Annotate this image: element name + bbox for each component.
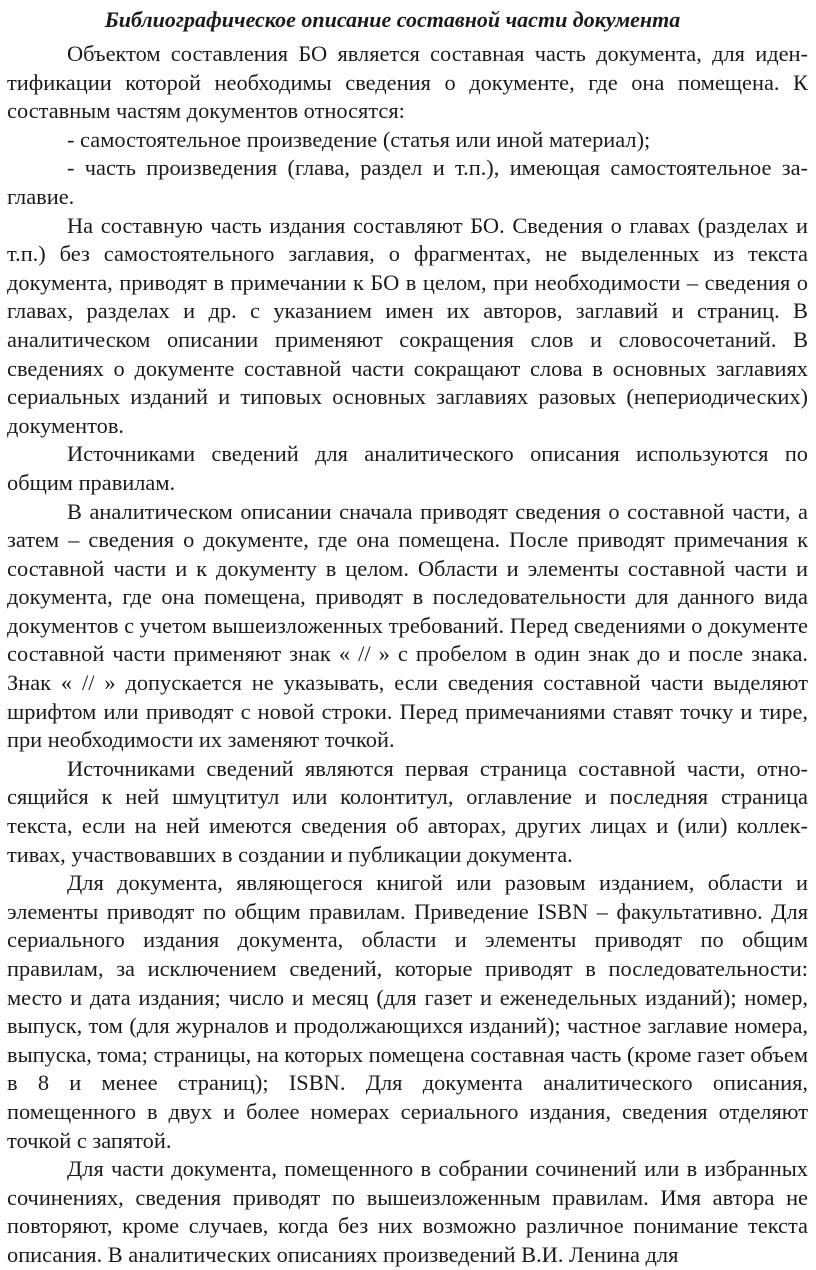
paragraph-collected-works: Для части документа, помещенного в собрании сочинений или в избранных сочинениях, сведения приводят по вышеизложенным правилам. Имя автора не повторяют, кроме случаев, когда без них возможно различное понимание текста описания. В аналитических описаниях произведений В.И. Ленина для bbox=[7, 1156, 808, 1267]
paragraph-sources-list: Источниками сведений являются первая страница составной части, относящийся к ней шмуцтитул или колонтитул, оглавление и последняя страница текста, если на ней имеются сведения об авторах, других лицах и (или) коллективах, участвовавших в создании и публикации документа. bbox=[7, 755, 808, 867]
paragraph-analytic-order: В аналитическом описании сначала приводят сведения о составной части, а затем – сведения о документе, где она помещена. После приводят примечания к составной части и к документу в целом. Области и элементы составной части и документа, где она помещена, приводят в последовательности для данного вида документов с учетом вышеизложенных требований. Перед сведениями о документе составной части применяют знак « // » с пробелом в один знак до и после знака. Знак « // » допускается не указывать, если сведения составной части выделяют шрифтом или приводят с новой строки. Перед примечаниями ставят точку и тире, при необходимости их заменяют точкой. bbox=[7, 498, 808, 753]
paragraph-intro: Объектом составления БО является составная часть документа, для идентификации которой необходимы сведения о документе, где она помещена. К составным частям документов относятся: bbox=[7, 41, 808, 124]
paragraph-book-serial: Для документа, являющегося книгой или разовым изданием, области и элементы приводят по общим правилам. Приведение ISBN – факультативно. Для сериального издания документа, области и элементы приводят по общим правилам, за исключением сведений, которые приводят в последовательности: место и дата издания; число и месяц (для газет и еженедельных изданий); номер, выпуск, том (для журналов и продолжающихся изданий); частное заглавие номера, выпуска, тома; страницы, на которых помещена составная часть (кроме газет объем в 8 и менее страниц); ISBN. Для документа аналитического описания, помещенного в двух и более номерах сериального издания, сведения отделяют точкой с запятой. bbox=[7, 870, 808, 1153]
list-item-work-part: - часть произведения (глава, раздел и т.п.), имеющая самостоятельное заглавие. bbox=[7, 155, 808, 209]
paragraph-sources-general: Источниками сведений для аналитического описания используются по общим правилам. bbox=[7, 441, 808, 495]
list-item-independent-work: - самостоятельное произведение (статья или иной материал); bbox=[67, 126, 651, 152]
paragraph-composite-part: На составную часть издания составляют БО. Сведения о главах (разделах и т.п.) без самостоятельного заглавия, о фрагментах, не выделенных из текста документа, приводят в примечании к БО в целом, при необходимости – сведения о главах, разделах и др. с указанием имен их авторов, заглавий и страниц. В аналитическом описании применяют сокращения слов и словосочетаний. В сведениях о документе составной части сокращают слова в основных заглавиях сериальных изданий и типовых основных заглавиях разовых (непериодических) документов. bbox=[7, 212, 808, 438]
page-title: Библиографическое описание составной части документа bbox=[104, 7, 681, 32]
